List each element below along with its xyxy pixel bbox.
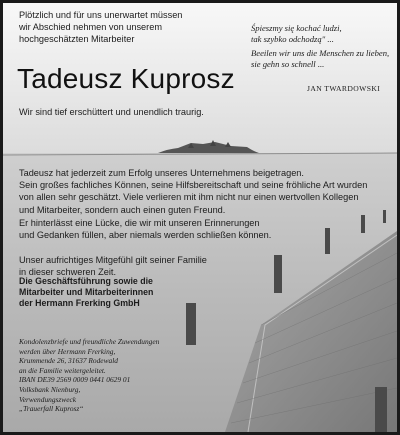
contact-line: Verwendungszweck xyxy=(19,394,77,404)
contact-line: Volksbank Nienburg, xyxy=(19,384,81,394)
paragraph-line: von allen sehr geschätzt. Viele verlieren mit ihm nicht nur einen wertvollen Kollegen xyxy=(19,192,359,203)
quote-line: Beeilen wir uns die Menschen zu lieben, xyxy=(251,48,390,58)
paragraph-line: in dieser schweren Zeit. xyxy=(19,267,117,278)
paragraph-line: Unser aufrichtiges Mitgefühl gilt seiner Familie xyxy=(19,255,207,265)
condolence-paragraph xyxy=(19,254,249,278)
intro-line: wir Abschied nehmen von unserem xyxy=(19,22,162,33)
loss-paragraph xyxy=(19,217,359,241)
intro-line: Plötzlich und für uns unerwartet müssen xyxy=(19,10,183,20)
intro-line: hochgeschätzten Mitarbeiter xyxy=(19,34,135,45)
deceased-name: Tadeusz Kuprosz xyxy=(17,63,235,94)
quote-line: tak szybko odchodzą" ... xyxy=(251,34,334,44)
contact-line: Kondolenzbriefe und freundliche Zuwendungen xyxy=(19,337,160,346)
paragraph-line: Er hinterlässt eine Lücke, die wir mit unseren Erinnerungen xyxy=(19,218,260,228)
contact-line: IBAN DE39 2569 0009 0441 0629 01 xyxy=(19,375,131,385)
donation-contact-info xyxy=(19,337,189,414)
signature-line: Die Geschäftsführung sowie die xyxy=(19,276,153,286)
signature-line: Mitarbeiter und Mitarbeiterinnen xyxy=(19,287,154,298)
signature-line: der Hermann Frerking GmbH xyxy=(19,298,140,309)
paragraph-line: Sein großes fachliches Können, seine Hilfsbereitschaft und seine fröhliche Art wurden xyxy=(19,180,368,191)
quote-author: JAN TWARDOWSKI xyxy=(307,84,381,93)
german-quote xyxy=(251,48,391,70)
polish-quote xyxy=(251,23,391,45)
paragraph-line: Tadeusz hat jederzeit zum Erfolg unseres Unternehmens beigetragen. xyxy=(19,168,304,178)
paragraph-line: und Gedanken füllen, aber niemals werden schließen können. xyxy=(19,230,272,241)
contact-line: Krummende 26, 31637 Rodewald xyxy=(19,356,118,366)
signature-block xyxy=(19,276,209,310)
contact-line: werden über Hermann Frerking, xyxy=(19,346,116,356)
paragraph-line: und Mitarbeiter, sondern auch einen guten Freund. xyxy=(19,204,226,215)
tribute-paragraph xyxy=(19,167,383,216)
contact-line: „Trauerfall Kuprosz“ xyxy=(19,404,84,414)
intro-text xyxy=(19,9,224,46)
grief-line: Wir sind tief erschüttert und unendlich traurig. xyxy=(19,107,204,117)
contact-line: an die Familie weitergeleitet. xyxy=(19,365,106,375)
quote-line: Śpieszmy się kochać ludzi, xyxy=(251,23,342,33)
quote-line: sie gehn so schnell ... xyxy=(251,59,325,69)
